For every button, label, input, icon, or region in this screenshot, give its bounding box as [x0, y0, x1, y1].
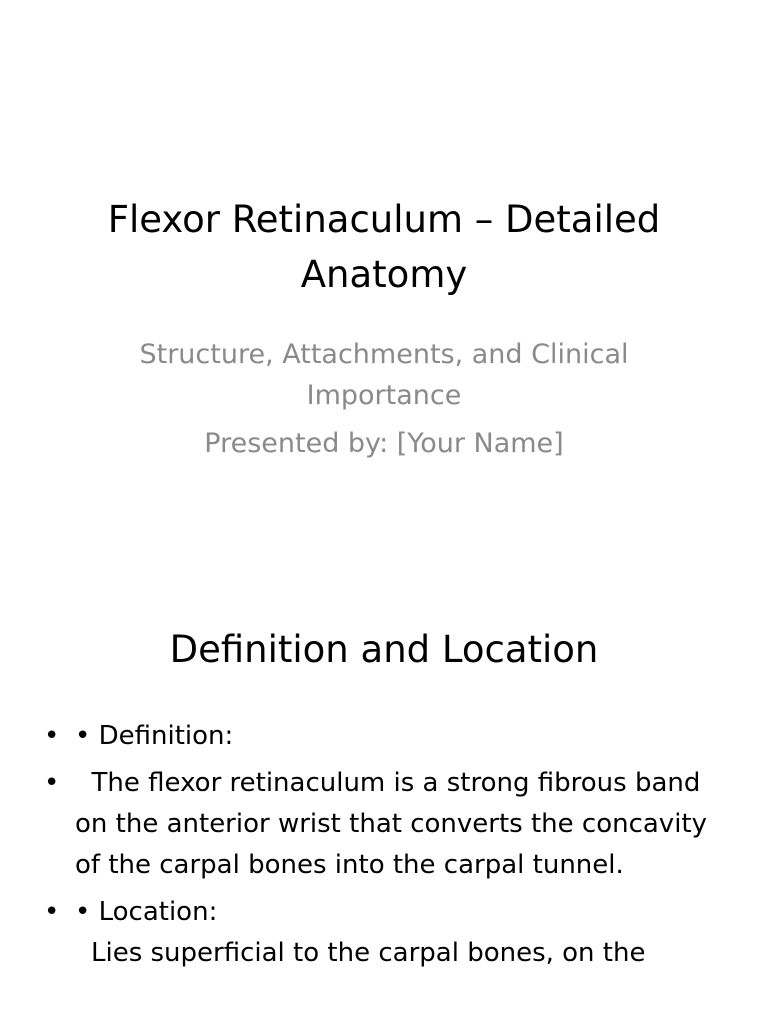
subtitle-line-2: Importance	[306, 380, 462, 411]
bullet-text: The flexor retinaculum is a strong fibrous band on the anterior wrist that converts the concavity of the carpal bones into the carpal tunnel.	[75, 768, 716, 880]
presentation-subtitle	[110, 334, 658, 464]
title-line-2: Anatomy	[300, 253, 468, 296]
presentation-title	[60, 192, 708, 302]
definition-slide	[0, 576, 768, 1024]
presenter-name: Presented by: [Your Name]	[204, 428, 564, 459]
bullet-continuation: Lies superficial to the carpal bones, on the	[91, 938, 646, 968]
title-line-1: Flexor Retinaculum – Detailed	[107, 198, 661, 241]
bullet-marker: •	[44, 897, 60, 927]
slide-title: Definition and Location	[169, 628, 599, 671]
bullet-text: • Location:	[75, 897, 218, 927]
bullet-item	[40, 716, 720, 757]
bullet-item	[40, 892, 720, 974]
bullet-marker: •	[44, 721, 60, 751]
bullet-list	[40, 716, 720, 980]
bullet-text: • Definition:	[75, 721, 234, 751]
bullet-marker: •	[44, 768, 60, 798]
subtitle-line-1: Structure, Attachments, and Clinical	[139, 339, 629, 370]
bullet-item	[40, 763, 720, 886]
